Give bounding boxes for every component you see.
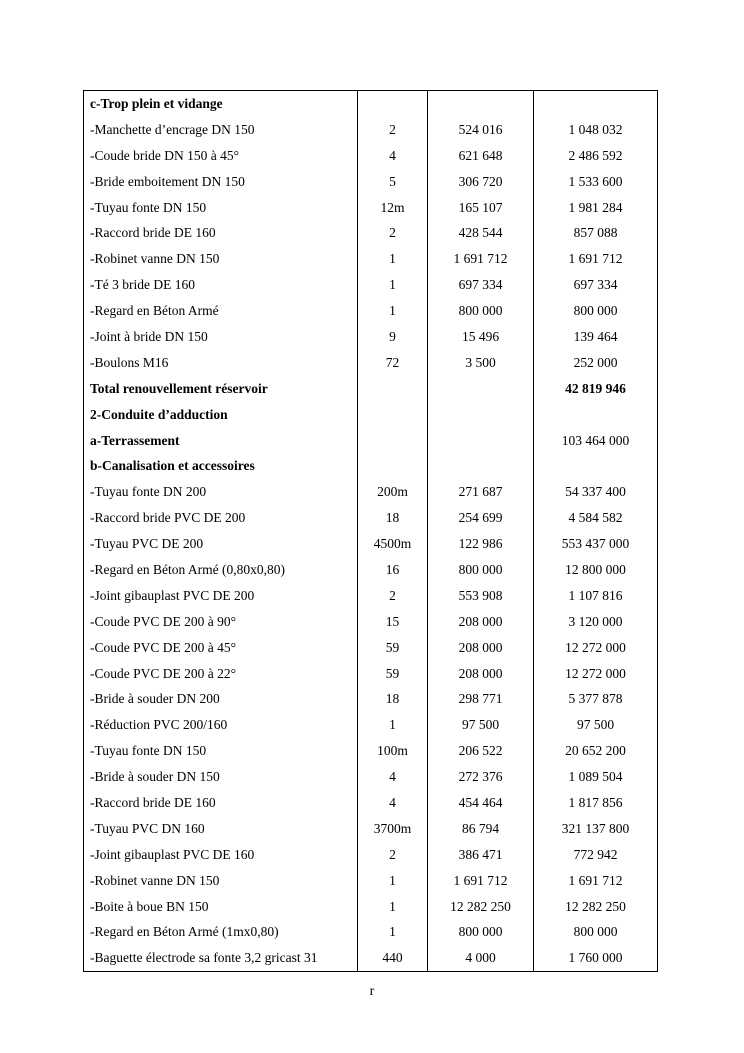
- item-label-cell: -Boite à boue BN 150: [84, 894, 358, 920]
- quantity-cell: 4: [358, 764, 428, 790]
- table-row: [84, 505, 658, 531]
- table-row: [84, 738, 658, 764]
- total-amount-cell: 800 000: [534, 920, 658, 946]
- table-row: [84, 479, 658, 505]
- item-label-cell: -Coude PVC DE 200 à 22°: [84, 661, 358, 687]
- unit-price-cell: 800 000: [428, 920, 534, 946]
- item-label-cell: -Robinet vanne DN 150: [84, 246, 358, 272]
- unit-price-cell: 165 107: [428, 195, 534, 221]
- item-label-cell: -Regard en Béton Armé (0,80x0,80): [84, 557, 358, 583]
- quantity-cell: 16: [358, 557, 428, 583]
- total-amount-cell: 1 048 032: [534, 117, 658, 143]
- table-row: [84, 531, 658, 557]
- total-amount-cell: 3 120 000: [534, 609, 658, 635]
- quantity-cell: 1: [358, 894, 428, 920]
- total-amount-cell: 1 760 000: [534, 945, 658, 971]
- item-label-cell: -Té 3 bride DE 160: [84, 272, 358, 298]
- total-amount-cell: 321 137 800: [534, 816, 658, 842]
- table-row: [84, 428, 658, 454]
- item-label-cell: Total renouvellement réservoir: [84, 376, 358, 402]
- item-label-cell: -Regard en Béton Armé: [84, 298, 358, 324]
- total-amount-cell: 20 652 200: [534, 738, 658, 764]
- table-row: [84, 764, 658, 790]
- table-row: [84, 635, 658, 661]
- unit-price-cell: 306 720: [428, 169, 534, 195]
- table-row: [84, 91, 658, 117]
- quantity-cell: 9: [358, 324, 428, 350]
- total-amount-cell: 12 800 000: [534, 557, 658, 583]
- total-amount-cell: 1 089 504: [534, 764, 658, 790]
- item-label-cell: -Tuyau PVC DN 160: [84, 816, 358, 842]
- total-amount-cell: [534, 453, 658, 479]
- item-label-cell: -Joint gibauplast PVC DE 200: [84, 583, 358, 609]
- unit-price-cell: 621 648: [428, 143, 534, 169]
- quantity-cell: 2: [358, 117, 428, 143]
- total-amount-cell: 4 584 582: [534, 505, 658, 531]
- quantity-cell: [358, 91, 428, 117]
- unit-price-cell: 208 000: [428, 635, 534, 661]
- page-footer-mark: r: [369, 984, 375, 999]
- table-row: [84, 609, 658, 635]
- total-amount-cell: 1 691 712: [534, 246, 658, 272]
- unit-price-cell: 1 691 712: [428, 868, 534, 894]
- table-row: [84, 816, 658, 842]
- item-label-cell: -Tuyau fonte DN 150: [84, 738, 358, 764]
- item-label-cell: -Tuyau PVC DE 200: [84, 531, 358, 557]
- unit-price-cell: 254 699: [428, 505, 534, 531]
- quantity-cell: 15: [358, 609, 428, 635]
- item-label-cell: -Boulons M16: [84, 350, 358, 376]
- table-row: [84, 117, 658, 143]
- unit-price-cell: 298 771: [428, 686, 534, 712]
- item-label-cell: -Raccord bride DE 160: [84, 220, 358, 246]
- unit-price-cell: 272 376: [428, 764, 534, 790]
- cost-estimate-table: [83, 90, 658, 972]
- table-row: [84, 246, 658, 272]
- unit-price-cell: [428, 376, 534, 402]
- quantity-cell: 1: [358, 246, 428, 272]
- quantity-cell: [358, 428, 428, 454]
- table-row: [84, 920, 658, 946]
- item-label-cell: -Tuyau fonte DN 200: [84, 479, 358, 505]
- item-label-cell: -Joint gibauplast PVC DE 160: [84, 842, 358, 868]
- unit-price-cell: 3 500: [428, 350, 534, 376]
- total-amount-cell: 54 337 400: [534, 479, 658, 505]
- table-row: [84, 868, 658, 894]
- total-amount-cell: 97 500: [534, 712, 658, 738]
- item-label-cell: -Bride à souder DN 150: [84, 764, 358, 790]
- unit-price-cell: 206 522: [428, 738, 534, 764]
- total-amount-cell: 772 942: [534, 842, 658, 868]
- total-amount-cell: 42 819 946: [534, 376, 658, 402]
- table-row: [84, 272, 658, 298]
- item-label-cell: -Coude PVC DE 200 à 45°: [84, 635, 358, 661]
- unit-price-cell: 97 500: [428, 712, 534, 738]
- quantity-cell: 4500m: [358, 531, 428, 557]
- quantity-cell: 1: [358, 298, 428, 324]
- total-amount-cell: 252 000: [534, 350, 658, 376]
- unit-price-cell: 1 691 712: [428, 246, 534, 272]
- unit-price-cell: [428, 428, 534, 454]
- unit-price-cell: 428 544: [428, 220, 534, 246]
- unit-price-cell: 800 000: [428, 298, 534, 324]
- total-amount-cell: 2 486 592: [534, 143, 658, 169]
- quantity-cell: 3700m: [358, 816, 428, 842]
- table-row: [84, 453, 658, 479]
- total-amount-cell: 12 272 000: [534, 661, 658, 687]
- item-label-cell: -Baguette électrode sa fonte 3,2 gricast 31: [84, 945, 358, 971]
- table-row: [84, 894, 658, 920]
- total-amount-cell: 12 272 000: [534, 635, 658, 661]
- unit-price-cell: 271 687: [428, 479, 534, 505]
- unit-price-cell: 553 908: [428, 583, 534, 609]
- item-label-cell: 2-Conduite d’adduction: [84, 402, 358, 428]
- unit-price-cell: [428, 91, 534, 117]
- quantity-cell: 18: [358, 686, 428, 712]
- quantity-cell: 1: [358, 868, 428, 894]
- unit-price-cell: 697 334: [428, 272, 534, 298]
- table-row: [84, 324, 658, 350]
- total-amount-cell: 553 437 000: [534, 531, 658, 557]
- quantity-cell: 72: [358, 350, 428, 376]
- table-row: [84, 557, 658, 583]
- quantity-cell: [358, 402, 428, 428]
- quantity-cell: 12m: [358, 195, 428, 221]
- item-label-cell: -Regard en Béton Armé (1mx0,80): [84, 920, 358, 946]
- quantity-cell: 59: [358, 635, 428, 661]
- quantity-cell: 1: [358, 920, 428, 946]
- total-amount-cell: 139 464: [534, 324, 658, 350]
- quantity-cell: 4: [358, 143, 428, 169]
- item-label-cell: -Raccord bride DE 160: [84, 790, 358, 816]
- table-row: [84, 790, 658, 816]
- item-label-cell: -Robinet vanne DN 150: [84, 868, 358, 894]
- total-amount-cell: 5 377 878: [534, 686, 658, 712]
- table-row: [84, 712, 658, 738]
- total-amount-cell: 1 981 284: [534, 195, 658, 221]
- quantity-cell: 18: [358, 505, 428, 531]
- quantity-cell: 200m: [358, 479, 428, 505]
- total-amount-cell: 1 533 600: [534, 169, 658, 195]
- quantity-cell: 2: [358, 220, 428, 246]
- unit-price-cell: 386 471: [428, 842, 534, 868]
- table-row: [84, 945, 658, 971]
- total-amount-cell: 1 817 856: [534, 790, 658, 816]
- table-row: [84, 661, 658, 687]
- quantity-cell: 2: [358, 842, 428, 868]
- quantity-cell: 1: [358, 712, 428, 738]
- quantity-cell: 5: [358, 169, 428, 195]
- total-amount-cell: 12 282 250: [534, 894, 658, 920]
- unit-price-cell: 524 016: [428, 117, 534, 143]
- table-row: [84, 686, 658, 712]
- item-label-cell: -Coude PVC DE 200 à 90°: [84, 609, 358, 635]
- item-label-cell: b-Canalisation et accessoires: [84, 453, 358, 479]
- table-row: [84, 376, 658, 402]
- unit-price-cell: [428, 453, 534, 479]
- item-label-cell: c-Trop plein et vidange: [84, 91, 358, 117]
- item-label-cell: -Raccord bride PVC DE 200: [84, 505, 358, 531]
- total-amount-cell: 697 334: [534, 272, 658, 298]
- table-row: [84, 298, 658, 324]
- unit-price-cell: 454 464: [428, 790, 534, 816]
- item-label-cell: -Manchette d’encrage DN 150: [84, 117, 358, 143]
- item-label-cell: -Bride emboitement DN 150: [84, 169, 358, 195]
- quantity-cell: 4: [358, 790, 428, 816]
- quantity-cell: 100m: [358, 738, 428, 764]
- quantity-cell: 59: [358, 661, 428, 687]
- item-label-cell: a-Terrassement: [84, 428, 358, 454]
- unit-price-cell: 86 794: [428, 816, 534, 842]
- item-label-cell: -Réduction PVC 200/160: [84, 712, 358, 738]
- unit-price-cell: 800 000: [428, 557, 534, 583]
- table-body: [84, 91, 658, 972]
- unit-price-cell: [428, 402, 534, 428]
- total-amount-cell: 857 088: [534, 220, 658, 246]
- table-row: [84, 195, 658, 221]
- unit-price-cell: 15 496: [428, 324, 534, 350]
- quantity-cell: [358, 453, 428, 479]
- unit-price-cell: 12 282 250: [428, 894, 534, 920]
- unit-price-cell: 4 000: [428, 945, 534, 971]
- quantity-cell: 2: [358, 583, 428, 609]
- unit-price-cell: 208 000: [428, 609, 534, 635]
- item-label-cell: -Tuyau fonte DN 150: [84, 195, 358, 221]
- total-amount-cell: 800 000: [534, 298, 658, 324]
- table-row: [84, 402, 658, 428]
- table-row: [84, 583, 658, 609]
- total-amount-cell: 103 464 000: [534, 428, 658, 454]
- unit-price-cell: 122 986: [428, 531, 534, 557]
- item-label-cell: -Bride à souder DN 200: [84, 686, 358, 712]
- item-label-cell: -Coude bride DN 150 à 45°: [84, 143, 358, 169]
- quantity-cell: 440: [358, 945, 428, 971]
- quantity-cell: 1: [358, 272, 428, 298]
- quantity-cell: [358, 376, 428, 402]
- unit-price-cell: 208 000: [428, 661, 534, 687]
- table-row: [84, 350, 658, 376]
- table-row: [84, 220, 658, 246]
- table-row: [84, 169, 658, 195]
- item-label-cell: -Joint à bride DN 150: [84, 324, 358, 350]
- table-row: [84, 842, 658, 868]
- total-amount-cell: 1 691 712: [534, 868, 658, 894]
- total-amount-cell: [534, 91, 658, 117]
- total-amount-cell: [534, 402, 658, 428]
- total-amount-cell: 1 107 816: [534, 583, 658, 609]
- table-row: [84, 143, 658, 169]
